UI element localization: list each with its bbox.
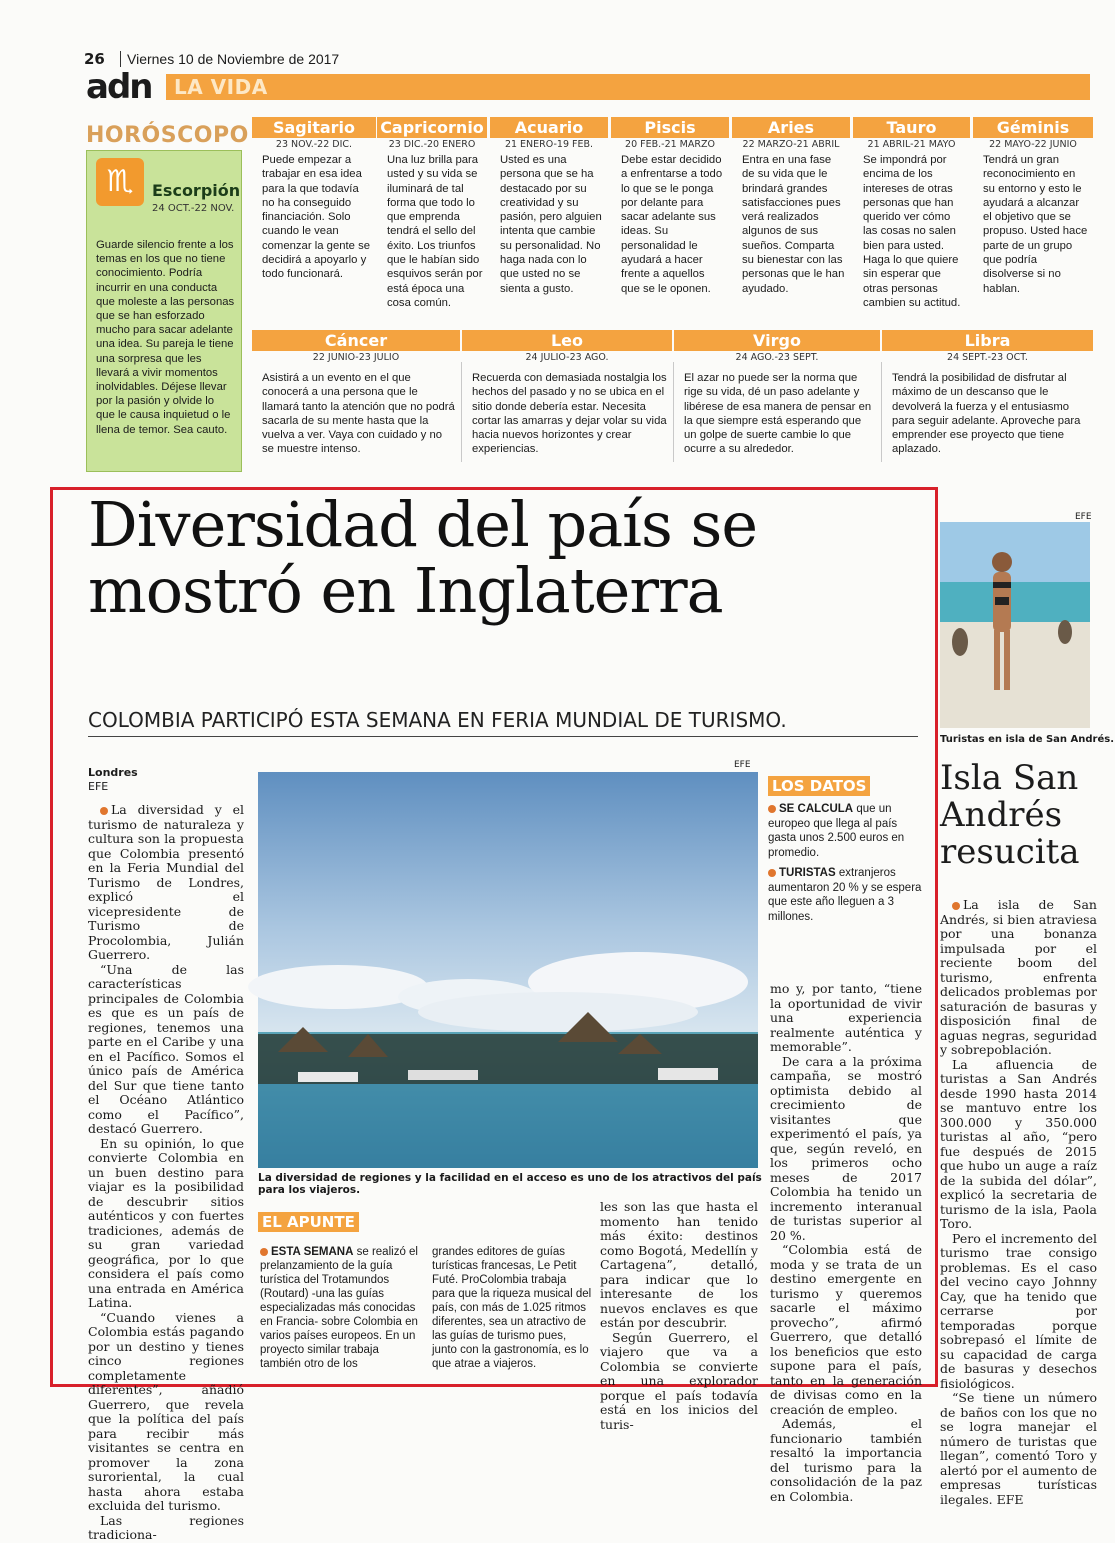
article-column-1 xyxy=(88,803,244,1543)
bullet-icon xyxy=(260,1248,268,1256)
sign-text: Puede empezar a trabajar en esa idea para la que todavía no ha conseguido financiación. Solo cuando le vean comenzar la gente se decidirá a apoyarlo y todo funcionará. xyxy=(262,154,371,281)
photo-credit: EFE xyxy=(734,760,751,770)
sign-text: Debe estar decidido a enfrentarse a todo lo que se le ponga por delante para sacar adelante sus ideas. Su personalidad le ayudará a hacer frente a aquellos que se le oponen. xyxy=(621,154,723,295)
apunte-text: se realizó el prelanzamiento de la guía turística del Trotamundos (Routard) -una las guías especializadas más conocidas en Francia- sobre Colombia en varios países europeos. En un proyecto similar trabaja también otro de los xyxy=(260,1246,418,1370)
apunte-lead: ESTA SEMANA xyxy=(271,1246,354,1258)
beach-photo xyxy=(258,772,758,1168)
sign-dates: 23 DIC.-20 ENERO xyxy=(388,139,476,150)
paragraph: Las regiones tradiciona- xyxy=(88,1512,244,1542)
sign-name: Géminis xyxy=(973,117,1093,138)
sign-dates: 20 FEB.-21 MARZO xyxy=(625,139,715,150)
sign-dates: 22 JUNIO-23 JULIO xyxy=(312,352,400,363)
sign-dates: 22 MARZO-21 ABRIL xyxy=(742,139,840,150)
beach-photo-image xyxy=(258,772,758,1168)
sign-dates: 24 JULIO-23 AGO. xyxy=(525,352,609,363)
paragraph xyxy=(88,803,244,963)
article-headline: Diversidad del país se mostró en Inglaterra xyxy=(88,488,758,627)
issue-date: Viernes 10 de Noviembre de 2017 xyxy=(120,51,339,67)
sign-text: Tendrá la posibilidad de disfrutar al máximo de un descanso que le devolverá la fuerza y el entusiasmo para seguir adelante. Aproveche para emprender ese proyecto que tiene aplazado. xyxy=(892,372,1081,456)
datos-item-lead: SE CALCULA xyxy=(779,803,854,815)
sign-name: Cáncer xyxy=(252,330,460,351)
paragraph: En su opinión, lo que convierte Colombia en un buen destino para viajar es la posibilidad de descubrir sitios auténticos y con fuertes tradiciones, además de su gran variedad geográfica, por lo que considera el país como una entrada en América Latina. xyxy=(88,1135,244,1310)
paragraph: “Una de las características principales de Colombia es que es un país de regiones, tenemos una parte en el Caribe y una en el Pacífico. Somos el único país de América del Sur que tiene tanto el Océano Atlántico como el Pacífico”, destacó Guerrero. xyxy=(88,961,244,1136)
scorpion-icon: ♏ xyxy=(96,158,144,206)
side-story-body xyxy=(940,898,1097,1507)
datos-box xyxy=(768,776,926,924)
sign-dates: 22 MAYO-22 JUNIO xyxy=(989,139,1077,150)
sign-name: Capricornio xyxy=(377,117,487,138)
bullet-icon xyxy=(768,805,776,813)
datos-item xyxy=(768,802,926,860)
paragraph: “Colombia está de moda y se trata de un destino emergente en turismo y queremos sacarle el máximo provecho”, afirmó Guerrero, que detalló los beneficios que esto supone para el país, tanto en la generación de divisas como en la creación de empleo. xyxy=(770,1242,922,1417)
article-byline: EFE xyxy=(88,780,109,793)
sign-dates: 24 SEPT.-23 OCT. xyxy=(947,352,1028,363)
sign-dates: 21 ABRIL-21 MAYO xyxy=(867,139,956,150)
sign-card-cancer xyxy=(252,330,460,457)
paragraph-text: La isla de San Andrés, si bien atraviesa por una bonanza impulsada por el reciente boom del turismo, enfrenta delicados problemas por saturación de basuras y disposición final de aguas negras, seguridad y sobrepoblación. xyxy=(940,897,1097,1057)
sign-card-tauro xyxy=(853,117,970,310)
sign-name: Libra xyxy=(882,330,1093,351)
sign-card-capricornio xyxy=(377,117,487,310)
side-photo-credit: EFE xyxy=(1075,512,1092,522)
apunte-column-2: grandes editores de guías turísticas francesas, Le Petit Futé. ProColombia trabaja para que la riqueza musical del país, con más de 1.025 ritmos diferentes, sea un atractivo de las guías de turismo pues, junto con la gastronomía, es lo que atrae a viajeros. xyxy=(432,1246,592,1370)
sign-text: Se impondrá por encima de los intereses de otras personas que han querido ver cómo las cosas no salen bien para usted. Haga lo que quiere sin esperar que otras personas cambien su actitud. xyxy=(863,154,961,309)
column-divider xyxy=(673,362,674,462)
paragraph: De cara a la próxima campaña, se mostró optimista debido al crecimiento de visitantes que experimentó el país, ya que, según reveló, en los primeros ocho meses de 2017 Colombia ha tenido un incremento interanual de turistas superior al 20 %. xyxy=(770,1053,922,1243)
photo-caption: La diversidad de regiones y la facilidad en el acceso es uno de los atractivos del país para los viajeros. xyxy=(258,1172,762,1196)
datos-title: LOS DATOS xyxy=(768,776,870,796)
sign-text: Tendrá un gran reconocimiento en su entorno y esto le ayudará a alcanzar el objetivo que se propuso. Usted hace parte de un grupo que podría disolverse si no hablan. xyxy=(983,154,1088,295)
sign-text: Entra en una fase de su vida que le brindará grandes satisfacciones pues verá realizados algunos de sus sueños. Comparta su bienestar con las personas que le han ayudado. xyxy=(742,154,845,295)
page-number: 26 xyxy=(84,50,105,68)
sign-text: Asistirá a un evento en el que conocerá a una persona que le llamará tanto la atención que no podrá sacarla de su mente hasta que la vuelva a ver. Vaya con cuidado y no se muestre intenso. xyxy=(262,372,455,456)
sign-card-piscis xyxy=(611,117,729,296)
sign-name: Piscis xyxy=(611,117,729,138)
sign-name: Tauro xyxy=(853,117,970,138)
sign-card-aries xyxy=(732,117,850,296)
paragraph: “Se tiene un número de baños con los que no se logra manejar el número de turistas que llegan”, comentó Toro y alertó por el aumento de empresas turísticas ilegales. EFE xyxy=(940,1390,1097,1507)
article-subhead: COLOMBIA PARTICIPÓ ESTA SEMANA EN FERIA MUNDIAL DE TURISMO. xyxy=(88,708,918,737)
san-andres-photo-image xyxy=(940,522,1090,728)
san-andres-photo xyxy=(940,522,1090,728)
sign-name: Acuario xyxy=(490,117,608,138)
apunte-column-1 xyxy=(260,1245,420,1371)
sign-card-leo xyxy=(462,330,672,457)
section-bar xyxy=(166,74,1090,100)
featured-sign-text: Guarde silencio frente a los temas en los que no tiene conocimiento. Podría incurrir en una conducta que moleste a las personas que se han esforzado mucho para sacar adelante una idea. Su pareja le tiene una sorpresa que les llevará a vivir momentos inolvidables. Déjese llevar por la pasión y olvide lo que le causa inquietud o le llena de temor. Sea cauto. xyxy=(96,239,235,436)
sign-dates: 24 AGO.-23 SEPT. xyxy=(735,352,819,363)
adn-logo: adn xyxy=(86,67,152,107)
datos-item xyxy=(768,866,926,924)
sign-name: Leo xyxy=(462,330,672,351)
section-title: LA VIDA xyxy=(174,75,268,99)
paragraph: mo y, por tanto, “tiene la oportunidad de vivir una experiencia realmente auténtica y memorable”. xyxy=(770,981,922,1054)
paragraph: Además, el funcionario también resaltó la importancia del turismo para la consolidación de la paz en Colombia. xyxy=(770,1416,922,1504)
paragraph: “Cuando vienes a Colombia estás pagando por un destino y tienes cinco regiones completamente diferentes”, añadió Guerrero, que revela que la política del país para recibir más visitantes se centra en promover la zona suroriental, la cual hasta ahora estaba excluida del turismo. xyxy=(88,1309,244,1513)
paragraph: La afluencia de turistas a San Andrés desde 1990 hasta 2014 se mantuvo entre los 300.000 y 350.000 turistas al año, “pero fue después de 2015 que hubo un auge a raíz de la subida del dólar”, explicó la secretaria de turismo de la isla, Paola Toro. xyxy=(940,1056,1097,1231)
datos-item-text: que un europeo que llega al país gasta unos 2.500 euros en promedio. xyxy=(768,803,905,859)
datos-item-lead: TURISTAS xyxy=(779,867,836,879)
paragraph xyxy=(940,898,1097,1058)
sign-name: Sagitario xyxy=(252,117,376,138)
sign-text: El azar no puede ser la norma que rige su vida, dé un paso adelante y libérese de esa manera de pensar en la que siempre está esperando que un golpe de suerte cambie lo que ocurre a su alrededor. xyxy=(684,372,872,456)
sign-name: Aries xyxy=(732,117,850,138)
paragraph: Según Guerrero, el viajero que va a Colombia se convierte en una explorador porque el país todavía está en los inicios del turis- xyxy=(600,1329,758,1432)
bullet-icon xyxy=(768,869,776,877)
paragraph: les son las que hasta el momento han tenido más éxito: destinos como Bogotá, Medellín y Cartagena”, detalló, para indicar que lo interesante de los nuevos enclaves es que están por descubrir. xyxy=(600,1199,758,1330)
bullet-icon xyxy=(100,807,108,815)
datos-item-text: extranjeros aumentaron 20 % y se espera que este año lleguen a 3 millones. xyxy=(768,867,922,923)
sign-text: Recuerda con demasiada nostalgia los hechos del pasado y no se ubica en el sitio donde debería estar. Necesita cortar las amarras y dejar volar su vida hacia nuevos horizontes y crear experiencias. xyxy=(472,372,667,456)
column-divider xyxy=(881,362,882,462)
sign-card-libra xyxy=(882,330,1093,457)
article-column-4 xyxy=(770,982,922,1504)
apunte-title: EL APUNTE xyxy=(258,1212,359,1232)
sign-text: Usted es una persona que se ha destacado por su creatividad y su pasión, pero alguien intenta que cambie su personalidad. No haga nada con lo que usted no se sienta a gusto. xyxy=(500,154,602,295)
horoscope-title: HORÓSCOPO xyxy=(86,123,249,148)
article-dateline: Londres xyxy=(88,766,138,779)
paragraph: Pero el incremento del turismo trae consigo problemas. Es el caso del vecino cayo Johnny Cay, que ha tenido que cerrarse por temporadas porque sobrepasó el límite de su capacidad de carga de basuras y desechos fisiológicos. xyxy=(940,1230,1097,1391)
side-photo-caption: Turistas en isla de San Andrés. xyxy=(940,734,1114,745)
sign-card-acuario xyxy=(490,117,608,296)
featured-sign-dates: 24 OCT.-22 NOV. xyxy=(152,203,235,214)
sign-card-geminis xyxy=(973,117,1093,296)
sign-text: Una luz brilla para usted y su vida se iluminará de tal forma que todo lo que emprenda tendrá el sello del éxito. Los triunfos que le habían sido esquivos serán por está época una cosa común. xyxy=(387,154,483,309)
sign-name: Virgo xyxy=(674,330,880,351)
sign-card-sagitario xyxy=(252,117,376,282)
bullet-icon xyxy=(952,902,960,910)
featured-sign-name: Escorpión xyxy=(152,181,241,200)
sign-card-virgo xyxy=(674,330,880,457)
sign-dates: 21 ENERO-19 FEB. xyxy=(504,139,594,150)
column-divider xyxy=(461,362,462,462)
side-headline: Isla San Andrés resucita xyxy=(940,758,1080,872)
sign-dates: 23 NOV.-22 DIC. xyxy=(275,139,353,150)
apunte-title-wrap xyxy=(258,1212,359,1232)
paragraph-text: La diversidad y el turismo de naturaleza y cultura son la propuesta que Colombia presentó en la Feria Mundial del Turismo de Londres, explicó el vicepresidente de Turismo de Procolombia, Julián Guerrero. xyxy=(88,802,244,962)
article-column-3 xyxy=(600,1200,758,1432)
